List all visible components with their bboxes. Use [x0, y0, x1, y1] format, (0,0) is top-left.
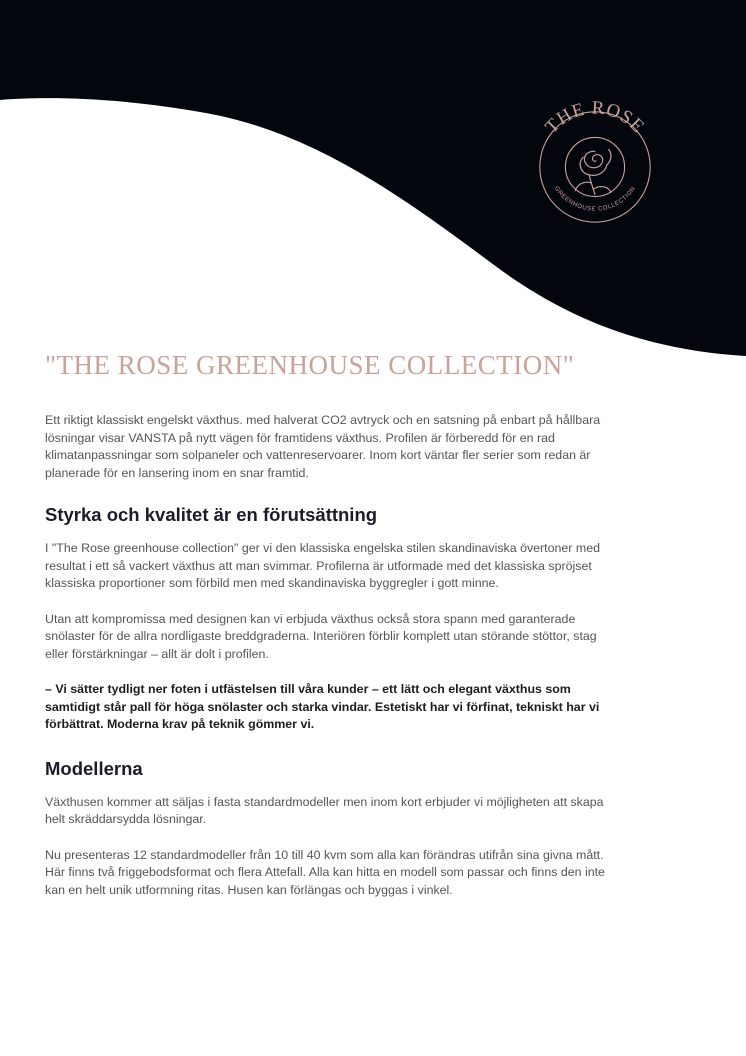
- section-heading-styrka: Styrka och kvalitet är en förutsättning: [45, 504, 378, 525]
- logo-name: THE ROSE: [541, 97, 649, 138]
- svg-text:THE ROSE: [541, 97, 648, 137]
- logo-subtitle: GREENHOUSE COLLECTION: [552, 185, 638, 213]
- article-body: [45, 412, 605, 917]
- page-title: "THE ROSE GREENHOUSE COLLECTION": [45, 350, 575, 380]
- the-rose-logo: [526, 96, 664, 234]
- section2-paragraph-1: Växthusen kommer att säljas i fasta standardmodeller men inom kort erbjuder vi möjligheten att skapa helt skräddarsydda lösningar.: [45, 794, 604, 826]
- intro-paragraph: Ett riktigt klassiskt engelskt växthus. med halverat CO2 avtryck och en satsning på enbart på hållbara lösningar visar VANSTA på nytt vägen för framtidens växthus. Profilen är förberedd för en rad klimatanpassningar som solpaneler och vattenreservoarer. Inom kort väntar fler serier som redan är planerade för en lansering inom en snar framtid.: [45, 413, 601, 480]
- svg-text:GREENHOUSE COLLECTION: [553, 185, 637, 213]
- section2-paragraph-2: Nu presenteras 12 standardmodeller från 10 till 40 kvm som alla kan förändras utifrån sina givna mått. Här finns två friggebodsformat och flera Attefall. Alla kan hitta en modell som passar och finns den inte kan en helt unik utformning ritas. Husen kan förlängas och byggas i vinkel.: [45, 847, 605, 897]
- section-heading-modellerna: Modellerna: [45, 757, 143, 779]
- section1-paragraph-1: I "The Rose greenhouse collection" ger vi den klassiska engelska stilen skandinaviska övertoner med resultat i ett så vackert växthus att man svimmar. Profilerna är utformade med det klassiska spröjset klassiska proportioner som förbild men med skandinaviska byggregler i gott minne.: [45, 541, 600, 590]
- section1-quote: – Vi sätter tydligt ner foten i utfästelsen till våra kunder – ett lätt och elegant växthus som samtidigt står pall för höga snölaster och starka vindar. Estetiskt har vi förfinat, tekniskt har vi förbättrat. Moderna krav på teknik gömmer vi.: [45, 682, 600, 731]
- section1-paragraph-2: Utan att kompromissa med designen kan vi erbjuda växthus också stora spann med garanterade snölaster för de allra nordligaste breddgraderna. Interiören förblir komplett utan störande stöttor, stag eller förstärkningar – allt är dolt i profilen.: [45, 611, 597, 661]
